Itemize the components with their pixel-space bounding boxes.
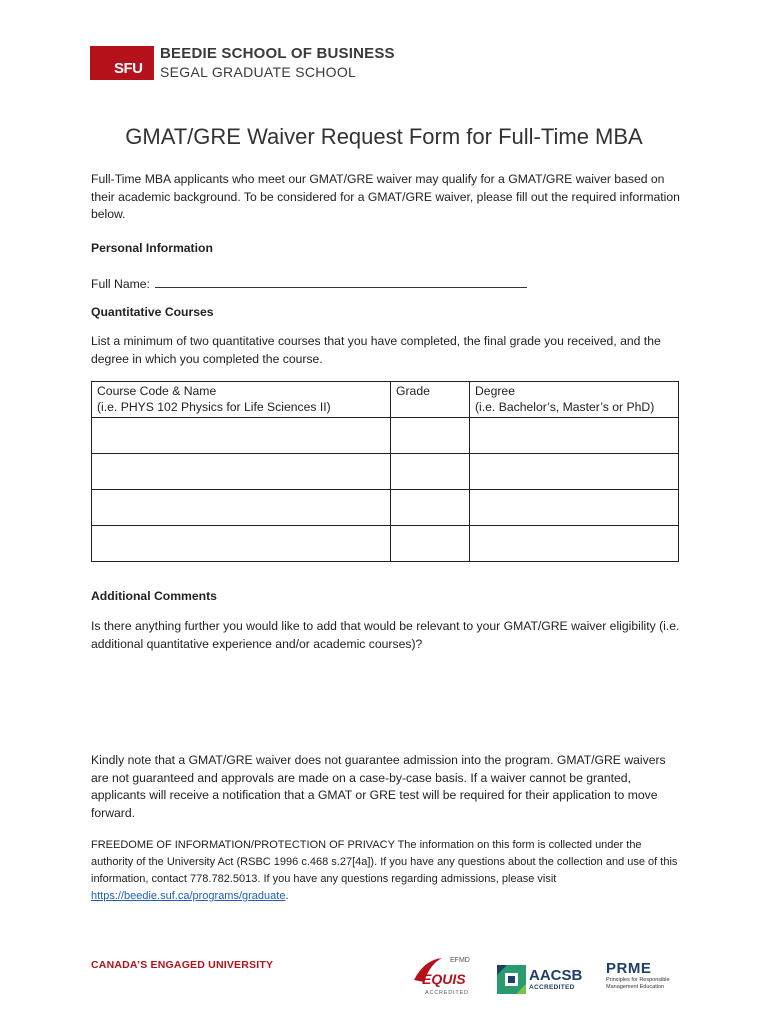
- degree-cell[interactable]: [470, 490, 679, 526]
- column-header-degree-label: Degree: [475, 384, 515, 398]
- aacsb-main-text: AACSB: [529, 966, 583, 984]
- privacy-trailing: .: [285, 890, 289, 902]
- course-cell[interactable]: [92, 454, 391, 490]
- course-cell[interactable]: [92, 526, 391, 562]
- intro-paragraph: Full-Time MBA applicants who meet our GMAT/GRE waiver may qualify for a GMAT/GRE waiver based on their academic background. To be considered for a GMAT/GRE waiver, please fill out the required information below.: [91, 172, 680, 221]
- table-row: [92, 526, 679, 562]
- privacy-text: FREEDOME OF INFORMATION/PROTECTION OF PRIVACY The information on this form is collected under the authority of the University Act (RSBC 1996 c.468 s.27[4a]). If you have any questions about the collection and use of this information, contact 778.782.5013. If you have any questions regarding admissions, please visit: [91, 839, 678, 885]
- degree-cell[interactable]: [470, 418, 679, 454]
- course-cell[interactable]: [92, 418, 391, 454]
- full-name-label: Full Name:: [91, 277, 150, 291]
- equis-sub-text: ACCREDITED: [425, 990, 469, 996]
- aacsb-logo: [497, 963, 582, 995]
- courses-table: [91, 381, 679, 562]
- table-header-row: [92, 382, 679, 418]
- sfu-logo-mark: [90, 46, 154, 80]
- equis-main-text: EQUIS: [422, 971, 466, 987]
- graduate-school-name: SEGAL GRADUATE SCHOOL: [160, 64, 357, 80]
- prme-main-text: PRME: [606, 960, 652, 977]
- grade-cell[interactable]: [391, 418, 470, 454]
- column-header-degree: [470, 382, 679, 418]
- full-name-input-line[interactable]: [155, 275, 527, 288]
- additional-comments-question: Is there anything further you would like to add that would be relevant to your GMAT/GRE waiver eligibility (i.e. additional quantitative experience and/or academic courses)?: [91, 619, 680, 651]
- column-header-grade: [391, 382, 470, 418]
- column-header-grade-label: Grade: [396, 384, 430, 398]
- logo-text: [160, 46, 395, 80]
- waiver-note: Kindly note that a GMAT/GRE waiver does not guarantee admission into the program. GMAT/GRE waivers are not guaranteed and approvals are made on a case-by-case basis. If a waiver cannot be granted, applicants will receive a notification that a GMAT or GRE test will be required for their application to move forward.: [91, 753, 666, 820]
- logo-mark-text: SFU: [114, 60, 143, 77]
- additional-comments-heading: Additional Comments: [91, 589, 217, 603]
- equis-logo: [410, 950, 472, 998]
- graduate-programs-link[interactable]: https://beedie.suf.ca/programs/graduate: [91, 890, 286, 902]
- table-row: [92, 418, 679, 454]
- aacsb-sub-text: ACCREDITED: [529, 983, 575, 991]
- column-header-course-hint: (i.e. PHYS 102 Physics for Life Sciences II): [97, 400, 331, 414]
- table-row: [92, 490, 679, 526]
- aacsb-text: [529, 968, 582, 991]
- column-header-course-label: Course Code & Name: [97, 384, 217, 398]
- column-header-degree-hint: (i.e. Bachelor’s, Master’s or PhD): [475, 400, 655, 414]
- personal-info-heading: Personal Information: [91, 241, 213, 255]
- privacy-notice: [91, 837, 681, 905]
- equis-top-text: EFMD: [450, 957, 470, 964]
- full-name-field: [91, 275, 527, 291]
- table-row: [92, 454, 679, 490]
- degree-cell[interactable]: [470, 526, 679, 562]
- school-name: BEEDIE SCHOOL OF BUSINESS: [160, 45, 395, 62]
- university-tagline: CANADA’S ENGAGED UNIVERSITY: [91, 959, 274, 971]
- column-header-course: [92, 382, 391, 418]
- school-logo: [90, 46, 395, 80]
- degree-cell[interactable]: [470, 454, 679, 490]
- prme-sub-text: Principles for Responsible Management Education: [606, 977, 670, 990]
- quantitative-courses-heading: Quantitative Courses: [91, 305, 214, 319]
- grade-cell[interactable]: [391, 454, 470, 490]
- page-title: GMAT/GRE Waiver Request Form for Full-Time MBA: [125, 124, 643, 149]
- prme-logo: [606, 961, 676, 991]
- quantitative-instructions: List a minimum of two quantitative courses that you have completed, the final grade you received, and the degree in which you completed the course.: [91, 334, 661, 366]
- aacsb-mark-icon: [497, 965, 526, 994]
- grade-cell[interactable]: [391, 490, 470, 526]
- course-cell[interactable]: [92, 490, 391, 526]
- grade-cell[interactable]: [391, 526, 470, 562]
